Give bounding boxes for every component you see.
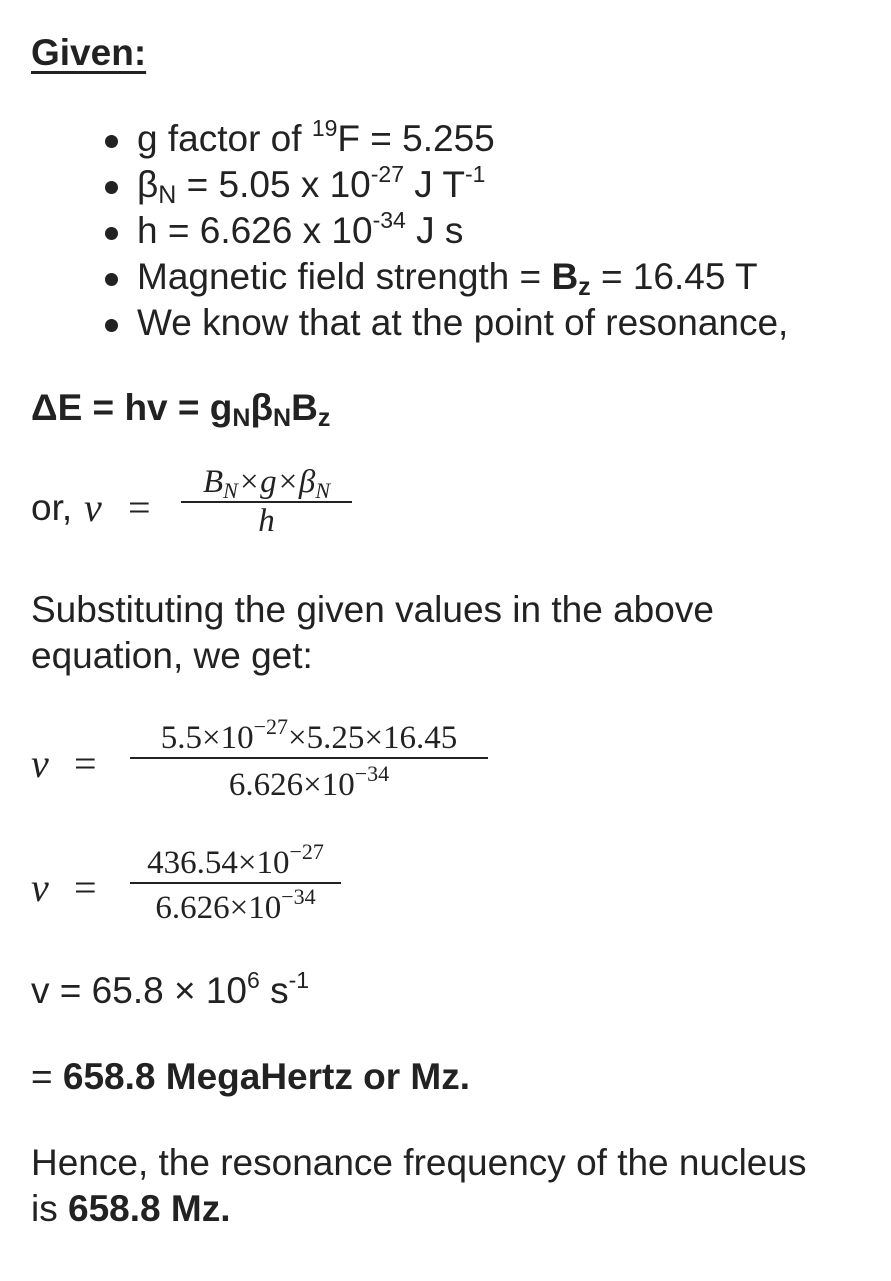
bullet-icon (105, 135, 118, 148)
eq1-numerator: $B_N\times g\times\beta_N$ (202, 464, 331, 503)
bullet-icon (105, 273, 118, 286)
result-megahertz: = 658.8 MegaHertz or Mz. (31, 1056, 471, 1097)
bullet-icon (105, 181, 118, 194)
eq3-numerator: $436.54\times 10^{-27}$ (147, 839, 324, 881)
eq2-equals: = (74, 741, 97, 786)
eq3-fraction (130, 839, 341, 927)
eq1-equals: = (128, 485, 151, 530)
eq3-equals: = (74, 865, 97, 910)
bullet-icon (105, 319, 118, 332)
eq1-denominator: h (258, 503, 275, 539)
eq2-denominator: $6.626\times 10^{-34}$ (228, 761, 390, 803)
list-item-beta-n: $\beta_N = 5.05$ x $10^{-27}$ J $T^{-1}$ (100, 162, 788, 208)
given-list (100, 116, 788, 346)
eq3-nu: ν (31, 865, 49, 910)
conclusion-paragraph: Hence, the resonance frequency of the nucleus is 658.8 Mz. (31, 1142, 807, 1229)
eq1-fraction (181, 464, 352, 540)
eq2-numerator: $5.5\times 10^{-27}\times 5.25\times 16.45$ (160, 714, 458, 756)
substitute-paragraph: Substituting the given values in the above equation, we get: (31, 589, 714, 676)
eq2-nu: ν (31, 741, 49, 786)
list-item-g-factor: g factor of $^{19}$F = 5.255 (100, 116, 788, 162)
eq1-nu: ν (84, 485, 102, 530)
energy-equation: ΔE = hv = $g_N\beta_NB_z$ (31, 387, 331, 432)
bullet-icon (105, 227, 118, 240)
eq1-lead: or, (31, 487, 73, 528)
list-item-planck: h = 6.626 x $10^{-34}$ J s (100, 208, 788, 254)
eq3-denominator: $6.626\times 10^{-34}$ (155, 884, 316, 926)
list-item-resonance: We know that at the point of resonance, (100, 300, 788, 346)
list-item-field-strength: Magnetic field strength = $B_z = 16.45$ T (100, 254, 788, 300)
eq2-fraction (130, 714, 488, 804)
result-frequency: $v = 65.8 \times 10^6$ $s^{-1}$ (31, 967, 310, 1011)
page-heading: Given: (31, 32, 147, 73)
